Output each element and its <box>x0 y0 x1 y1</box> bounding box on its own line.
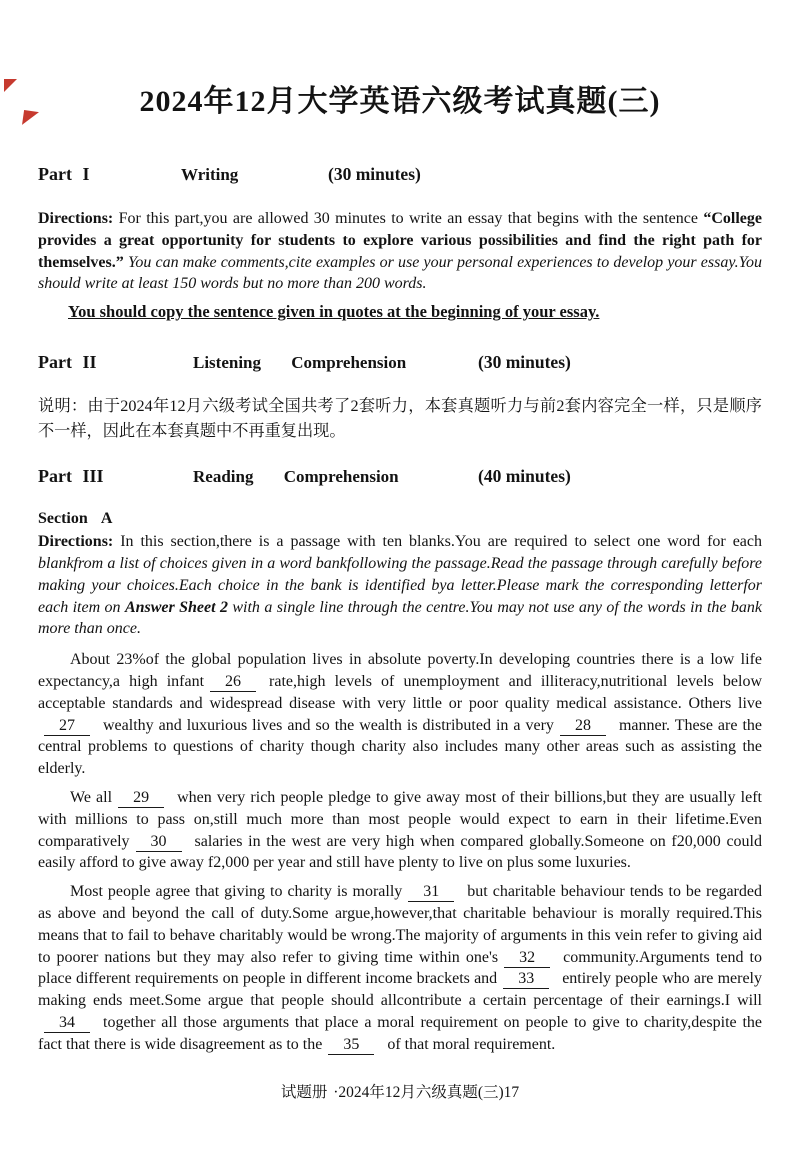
cloze-passage <box>38 649 762 1055</box>
cloze-blank-30: 30 <box>136 833 182 852</box>
part1-copy-note: You should copy the sentence given in quotes at the beginning of your essay. <box>68 302 600 322</box>
text-segment: but charitable behaviour tends to be regarded as above and beyond the call of duty.Some argue,however,that charitable behaviour is morally required.This means that to fail to behave charitably would be wrong.The majority of arguments in this vein refer to giving aid to poorer nations but they may also refer to giving time within one's <box>38 883 762 966</box>
text-segment: together all those arguments that place a moral requirement on people to give to charity,despite the fact that there is wide disagreement as to the <box>38 1013 762 1053</box>
cloze-blank-33: 33 <box>503 970 549 989</box>
text-segment: wealthy and luxurious lives and so the wealth is distributed in a very <box>103 716 554 734</box>
part2-title: Listening Comprehension <box>193 353 407 373</box>
part3-duration: (40 minutes) <box>478 466 571 487</box>
passage-paragraph <box>38 787 762 874</box>
part2-note: 说明：由于2024年12月六级考试全国共考了2套听力，本套真题听力与前2套内容完全一样，只是顺序不一样，因此在本套真题中不再重复出现。 <box>38 397 762 441</box>
text-segment: manner. These are the central problems to questions of charity though charity also includes many other areas such as assisting the elderly. <box>38 716 762 778</box>
text-segment: salaries in the west are very high when compared globally.Someone on f20,000 could easily afford to give away f2,000 per year and still have plenty to live on plus some luxuries. <box>38 832 762 872</box>
section-a-label: Section A <box>38 510 113 528</box>
part1-duration: (30 minutes) <box>328 164 421 184</box>
part1-title: Writing <box>181 165 239 184</box>
cloze-blank-35: 35 <box>328 1036 374 1055</box>
part1-directions <box>38 208 762 295</box>
text-segment: In this section,there is a passage with ten blanks.You are required to select one word for each <box>113 533 762 551</box>
cloze-blank-27: 27 <box>44 717 90 736</box>
text-segment: blankfrom a list of choices given in a word bankfollowing the passage.Read the passage through carefully before making your choices.Each choice in the bank is identified bya letter.Please mark the corresponding letterfor each item on <box>38 554 762 616</box>
part2-heading <box>38 352 762 373</box>
cloze-blank-29: 29 <box>118 789 164 808</box>
text-segment: For this part,you are allowed 30 minutes to write an essay that begins with the sentence <box>113 210 704 227</box>
cloze-blank-26: 26 <box>210 673 256 692</box>
part2-duration: (30 minutes) <box>478 352 571 373</box>
page-footer: 试题册 ·2024年12月六级真题(三)17 <box>280 1083 520 1101</box>
text-segment: “College provides a great opportunity for students to explore various possibilities and find the right path for themselves.” <box>38 210 762 271</box>
red-corner-mark-icon <box>4 79 17 92</box>
text-segment: We all <box>70 788 113 806</box>
text-segment: entirely people who are merely making ends meet.Some argue that people should allcontribute a certain percentage of their earnings.I will <box>38 970 762 1010</box>
text-segment: of that moral requirement. <box>387 1035 556 1053</box>
text-segment: You can make comments,cite examples or use your personal experiences to develop your essay.You should write at least 150 words but no more than 200 words. <box>38 253 763 293</box>
text-segment: About 23%of the global population lives in absolute poverty.In developing countries there is a low life expectancy,a high infant <box>38 651 762 690</box>
passage-paragraph <box>38 881 762 1055</box>
text-segment: Most people agree that giving to charity is morally <box>70 883 403 901</box>
cloze-blank-28: 28 <box>560 717 606 736</box>
text-segment: Directions: <box>38 210 114 227</box>
part1-label: Part I <box>38 164 90 184</box>
cloze-blank-34: 34 <box>44 1014 90 1033</box>
cloze-blank-31: 31 <box>408 883 454 902</box>
text-segment: when very rich people pledge to give away most of their billions,but they are usually left with millions to pass on,still much more than most people would expect to earn in their lifetime.Even comparatively <box>38 788 763 850</box>
part3-title: Reading Comprehension <box>193 467 399 487</box>
passage-paragraph <box>38 649 762 780</box>
page-title: 2024年12月大学英语六级考试真题(三) <box>139 85 661 118</box>
text-segment: Answer Sheet 2 <box>124 598 228 616</box>
red-corner-mark-icon <box>22 110 39 127</box>
section-a-directions <box>38 531 762 640</box>
part3-heading <box>38 466 762 487</box>
text-segment: rate,high levels of unemployment and illiteracy,nutritional levels below acceptable standards and widespread disease with very little or poor quality medical assistance. Others live <box>38 672 763 712</box>
text-segment: community.Arguments tend to place different requirements on people in different income brackets and <box>38 948 762 988</box>
part3-label: Part III <box>38 466 104 487</box>
text-segment: with a single line through the centre.You may not use any of the words in the bank more than once. <box>38 598 763 638</box>
part2-label: Part II <box>38 352 97 373</box>
cloze-blank-32: 32 <box>504 949 550 968</box>
text-segment: Directions: <box>38 533 114 551</box>
exam-page <box>0 76 800 1155</box>
part1-heading <box>38 164 762 185</box>
